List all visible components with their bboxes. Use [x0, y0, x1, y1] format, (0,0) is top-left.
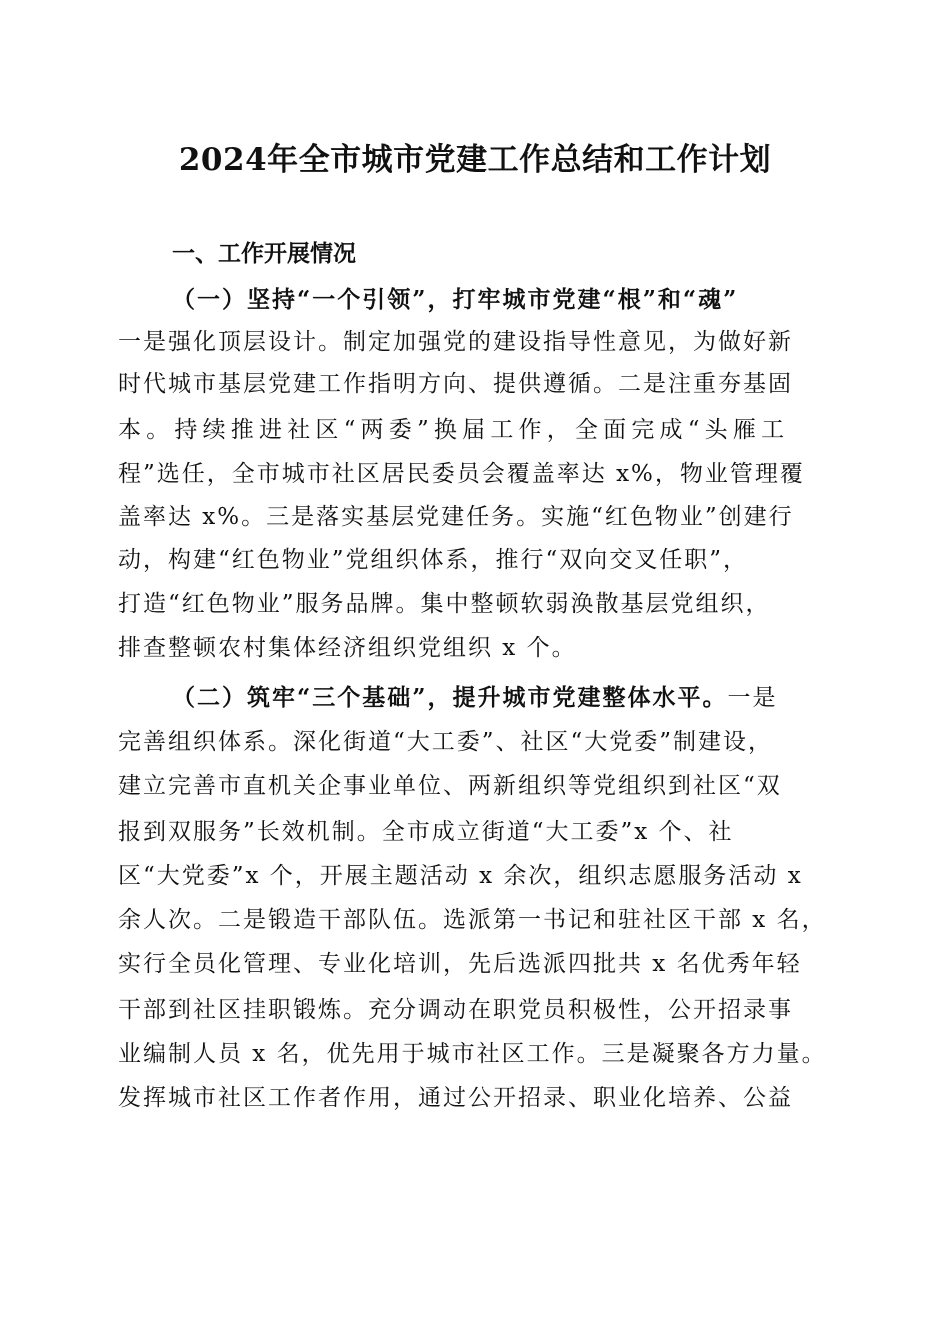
subheading-2	[172, 678, 836, 718]
section-heading: 一、工作开展情况	[172, 241, 356, 267]
paragraph-line: 报到双服务”长效机制。全市成立街道“大工委”x 个、社	[118, 819, 734, 845]
paragraph-line: 排查整顿农村集体经济组织党组织 x 个。	[118, 635, 577, 661]
paragraph-line: 实行全员化管理、专业化培训，先后选派四批共 x 名优秀年轻	[118, 951, 802, 977]
paragraph-line: 动，构建“红色物业”党组织体系，推行“双向交叉任职”，	[118, 547, 749, 573]
paragraph-line: 盖率达 x%。三是落实基层党建任务。实施“红色物业”创建行	[118, 504, 794, 530]
paragraph-line: 建立完善市直机关企事业单位、两新组织等党组织到社区“双	[118, 773, 782, 799]
paragraph-line: 时代城市基层党建工作指明方向、提供遵循。二是注重夯基固	[118, 371, 793, 397]
page-title: 2024年全市城市党建工作总结和工作计划	[178, 142, 772, 178]
paragraph-line: 打造“红色物业”服务品牌。集中整顿软弱涣散基层党组织，	[118, 591, 771, 617]
paragraph-line: 发挥城市社区工作者作用，通过公开招录、职业化培养、公益	[118, 1085, 793, 1111]
subheading-2-lead: （二）筑牢“三个基础”，提升城市党建整体水平。	[172, 684, 728, 711]
subheading-1: （一）坚持“一个引领”，打牢城市党建“根”和“魂”	[172, 286, 739, 313]
paragraph-line: 干部到社区挂职锻炼。充分调动在职党员积极性，公开招录事	[118, 997, 793, 1023]
paragraph-line: 区“大党委”x 个，开展主题活动 x 余次，组织志愿服务活动 x	[118, 863, 803, 889]
paragraph-line: 一是强化顶层设计。制定加强党的建设指导性意见，为做好新	[118, 329, 793, 355]
paragraph-line: 余人次。二是锻造干部队伍。选派第一书记和驻社区干部 x 名，	[118, 907, 827, 933]
subheading-2-tail: 一是	[727, 685, 778, 711]
paragraph-line: 完善组织体系。深化街道“大工委”、社区“大党委”制建设，	[118, 729, 774, 755]
paragraph-line: 程”选任，全市城市社区居民委员会覆盖率达 x%，物业管理覆	[118, 461, 805, 487]
paragraph-line: 业编制人员 x 名，优先用于城市社区工作。三是凝聚各方力量。	[118, 1041, 827, 1067]
paragraph-line: 本。持续推进社区“两委”换届工作，全面完成“头雁工	[118, 417, 790, 443]
